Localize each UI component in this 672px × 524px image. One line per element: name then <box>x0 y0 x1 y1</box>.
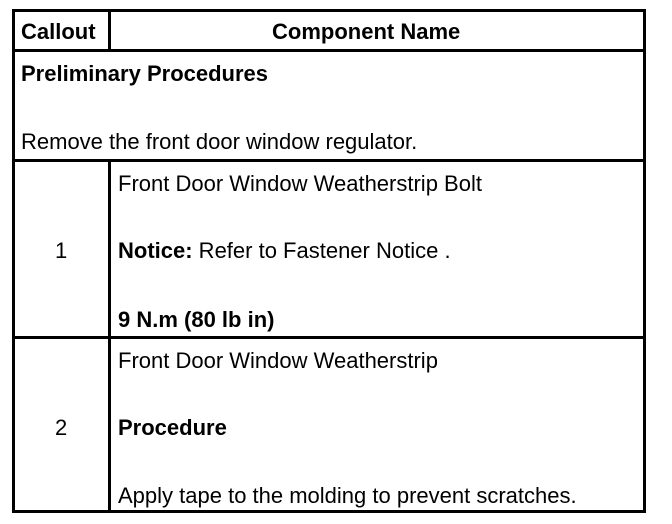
row-1-notice-label: Notice: <box>118 238 193 263</box>
row-2-procedure-label: Procedure <box>118 415 227 440</box>
preliminary-text: Remove the front door window regulator. <box>21 129 418 154</box>
component-table <box>12 9 646 513</box>
row-1-notice-text: Refer to Fastener Notice . <box>192 238 451 263</box>
row-2-procedure-text: Apply tape to the molding to prevent scratches. <box>118 483 577 508</box>
row-1-column-divider <box>108 159 111 339</box>
preliminary-title: Preliminary Procedures <box>21 61 269 86</box>
row-1-torque: 9 N.m (80 lb in) <box>118 307 275 332</box>
header-component-name: Component Name <box>272 19 461 44</box>
row-2-component-name: Front Door Window Weatherstrip <box>118 348 438 373</box>
row-2-callout: 2 <box>55 415 68 440</box>
row-1-callout: 1 <box>55 238 68 263</box>
row-1-notice <box>118 238 451 264</box>
row-1-component-name: Front Door Window Weatherstrip Bolt <box>118 171 482 196</box>
header-callout: Callout <box>21 19 96 44</box>
header-column-divider <box>108 12 111 52</box>
row-2-column-divider <box>108 336 111 513</box>
